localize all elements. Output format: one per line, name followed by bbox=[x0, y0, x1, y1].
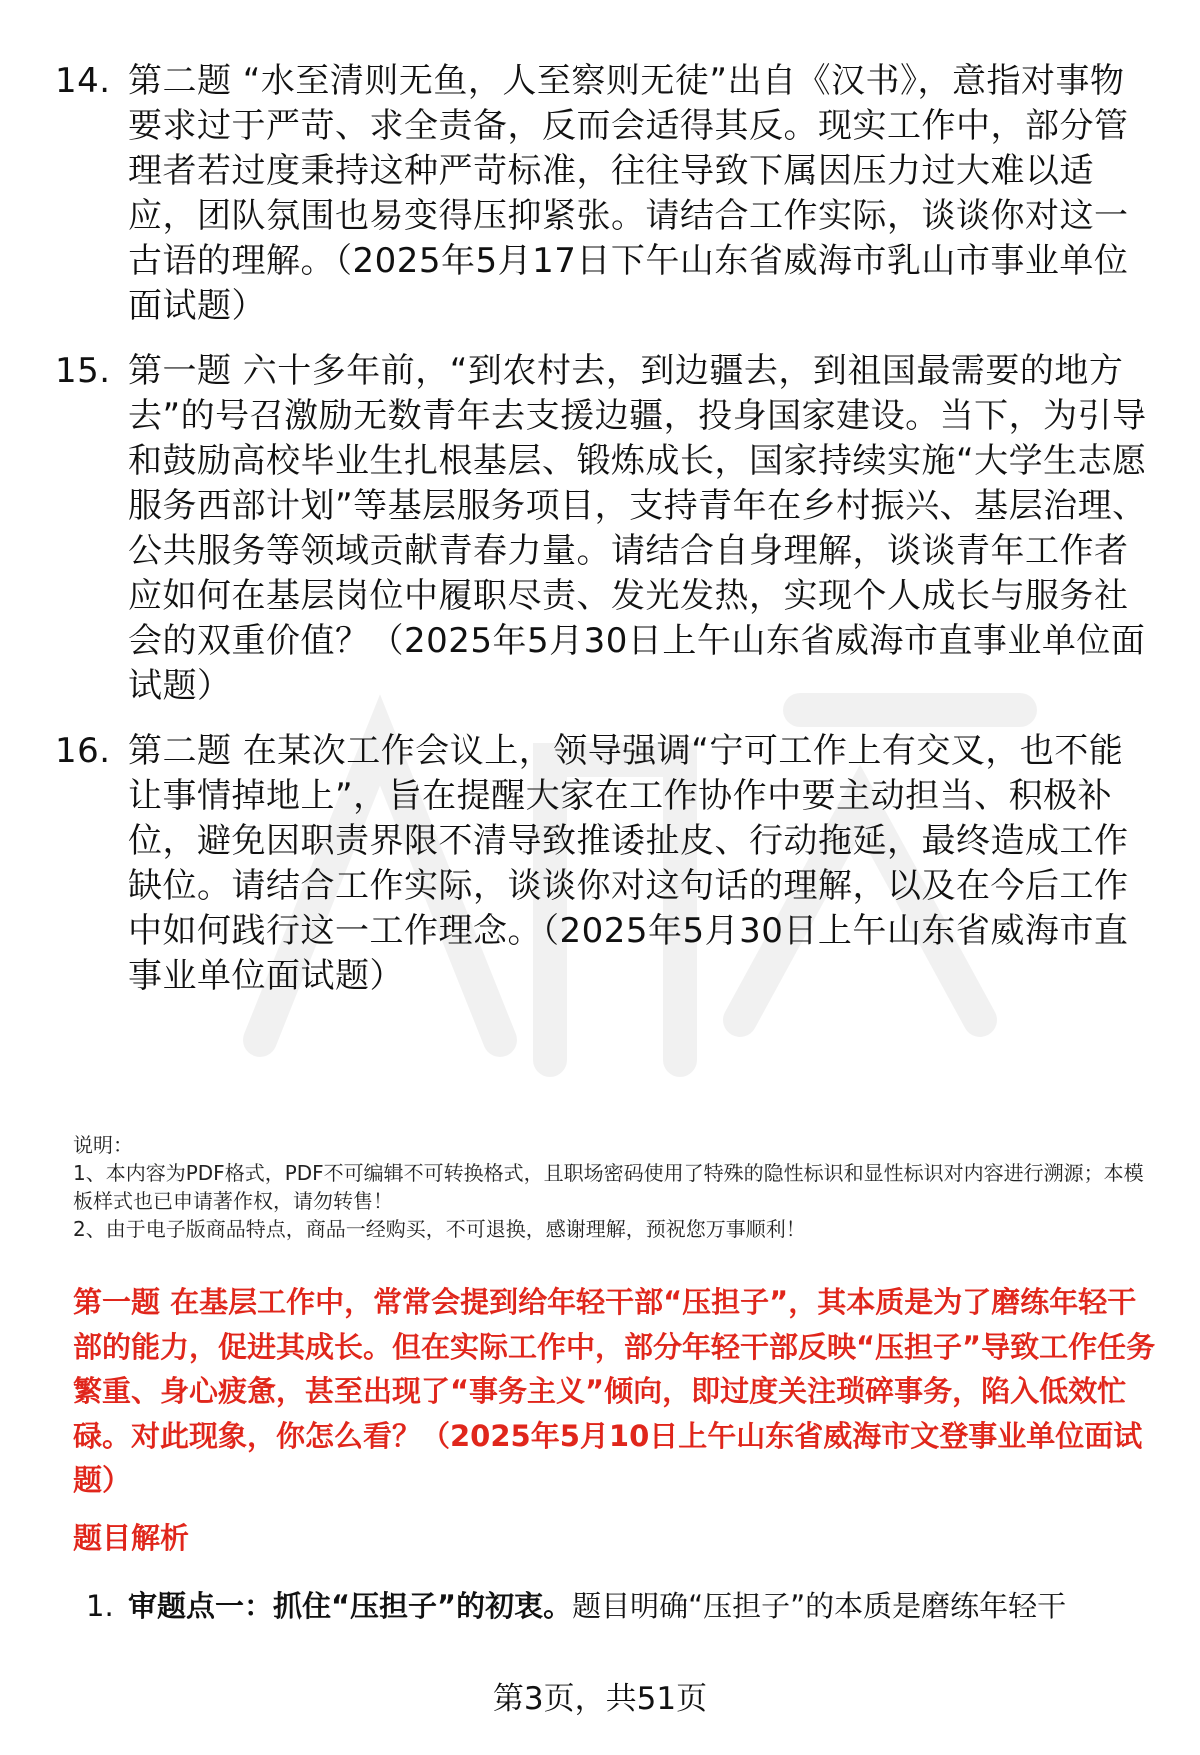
analysis-item-heading: 审题点一：抓住“压担子”的初衷。 bbox=[128, 1589, 573, 1623]
page-number: 第3页，共51页 bbox=[492, 1681, 708, 1717]
question-number: 16. bbox=[55, 731, 111, 771]
question-number: 14. bbox=[55, 61, 111, 101]
notes-line: 2、由于电子版商品特点，商品一经购买，不可退换，感谢理解，预祝您万事顺利！ bbox=[73, 1217, 806, 1241]
analysis-item-number: 1. bbox=[86, 1589, 114, 1623]
analysis-item bbox=[86, 1586, 1176, 1626]
notes-title: 说明： bbox=[73, 1133, 133, 1157]
question-text: 第二题 在某次工作会议上，领导强调“宁可工作上有交叉，也不能让事情掉地上”，旨在提醒大家在工作协作中要主动担当、积极补位，避免因职责界限不清导致推诿扯皮、行动拖延，最终造成工作缺位。请结合工作实际，谈谈你对这句话的理解，以及在今后工作中如何践行这一工作理念。（2025年5月30日上午山东省威海市直事业单位面试题） bbox=[128, 731, 1129, 996]
question-text: 第二题 “水至清则无鱼，人至察则无徒”出自《汉书》，意指对事物要求过于严苛、求全责备，反而会适得其反。现实工作中，部分管理者若过度秉持这种严苛标准，往往导致下属因压力过大难以适应，团队氛围也易变得压抑紧张。请结合工作实际，谈谈你对这一古语的理解。（2025年5月17日下午山东省威海市乳山市事业单位面试题） bbox=[128, 61, 1129, 326]
analysis-item-text: 题目明确“压担子”的本质是磨练年轻干 bbox=[572, 1589, 1067, 1623]
featured-question: 第一题 在基层工作中，常常会提到给年轻干部“压担子”，其本质是为了磨练年轻干部的能力，促进其成长。但在实际工作中，部分年轻干部反映“压担子”导致工作任务繁重、身心疲惫，甚至出现了“事务主义”倾向，即过度关注琐碎事务，陷入低效忙碌。对此现象，你怎么看？（2025年5月10日上午山东省威海市文登事业单位面试题） bbox=[73, 1285, 1156, 1497]
question-text: 第一题 六十多年前，“到农村去，到边疆去，到祖国最需要的地方去”的号召激励无数青年去支援边疆，投身国家建设。当下，为引导和鼓励高校毕业生扎根基层、锻炼成长，国家持续实施“大学生志愿服务西部计划”等基层服务项目，支持青年在乡村振兴、基层治理、公共服务等领域贡献青春力量。请结合自身理解，谈谈青年工作者应如何在基层岗位中履职尽责、发光发热，实现个人成长与服务社会的双重价值？（2025年5月30日上午山东省威海市直事业单位面试题） bbox=[128, 351, 1147, 706]
notes-block bbox=[73, 1131, 1163, 1243]
notes-line: 1、本内容为PDF格式，PDF不可编辑不可转换格式，且职场密码使用了特殊的隐性标识和显性标识对内容进行溯源；本模板样式也已申请著作权，请勿转售！ bbox=[73, 1161, 1144, 1213]
analysis-title: 题目解析 bbox=[73, 1521, 190, 1555]
question-number: 15. bbox=[55, 351, 111, 391]
